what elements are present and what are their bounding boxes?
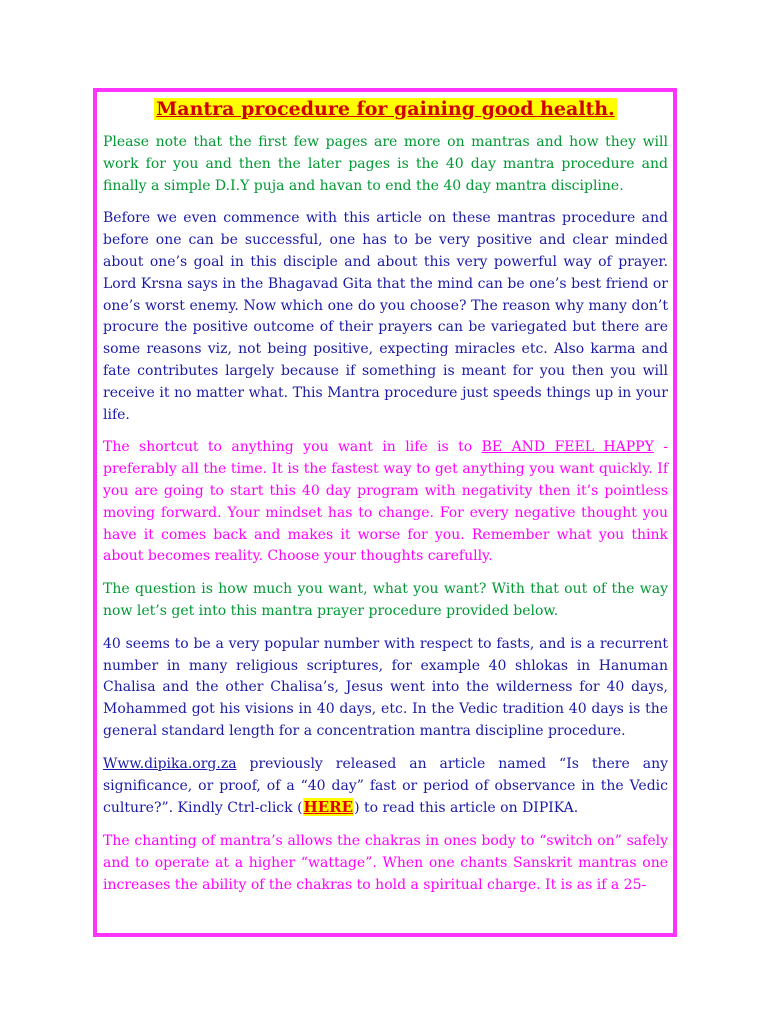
dipika-link[interactable]: Www.dipika.org.za [103,755,237,772]
happiness-paragraph: The shortcut to anything you want in life is to BE AND FEEL HAPPY - preferably all the time. It is the fastest way to get anything you want quickly. If you are going to start this 40 day program with negativity then it’s pointless moving forward. Your mindset has to change. For every negative thought you have it comes back and makes it worse for you. Remember what you think about becomes reality. Choose your thoughts carefully. [103,439,668,565]
intro-paragraph: Please note that the first few pages are more on mantras and how they will work for you and then the later pages is the 40 day mantra procedure and finally a simple D.I.Y puja and havan to end the 40 day mantra discipline. [103,134,668,194]
be-happy-emphasis: BE AND FEEL HAPPY [481,439,654,456]
document-body [103,96,668,908]
dipika-paragraph: Www.dipika.org.za previously released an article named “Is there any significance, or proof, of a “40 day” fast or period of observance in the Vedic culture?”. Kindly Ctrl-click (HERE) to read this article on DIPIKA. [103,755,668,817]
question-paragraph: The question is how much you want, what you want? With that out of the way now let’s get into this mantra prayer procedure provided below. [103,581,668,619]
chakras-paragraph: The chanting of mantra’s allows the chakras in ones body to “switch on” safely and to operate at a higher “wattage”. When one chants Sanskrit mantras one increases the ability of the chakras to hold a spiritual charge. It is as if a 25- [103,833,668,893]
positivity-paragraph: Before we even commence with this article on these mantras procedure and before one can be successful, one has to be very positive and clear minded about one’s goal in this disciple and about this very powerful way of prayer. Lord Krsna says in the Bhagavad Gita that the mind can be one’s best friend or one’s worst enemy. Now which one do you choose? The reason why many don’t procure the positive outcome of their prayers can be variegated but there are some reasons viz, not being positive, expecting miracles etc. Also karma and fate contributes largely because if something is meant for you then you will receive it no matter what. This Mantra procedure just speeds things up in your life. [103,210,668,423]
forty-days-paragraph: 40 seems to be a very popular number with respect to fasts, and is a recurrent number in many religious scriptures, for example 40 shlokas in Hanuman Chalisa and the other Chalisa’s, Jesus went into the wilderness for 40 days, Mohammed got his visions in 40 days, etc. In the Vedic tradition 40 days is the general standard length for a concentration mantra discipline procedure. [103,635,668,739]
here-link[interactable]: HERE [303,798,354,817]
page-border [93,88,677,937]
page-title: Mantra procedure for gaining good health. [156,98,615,120]
